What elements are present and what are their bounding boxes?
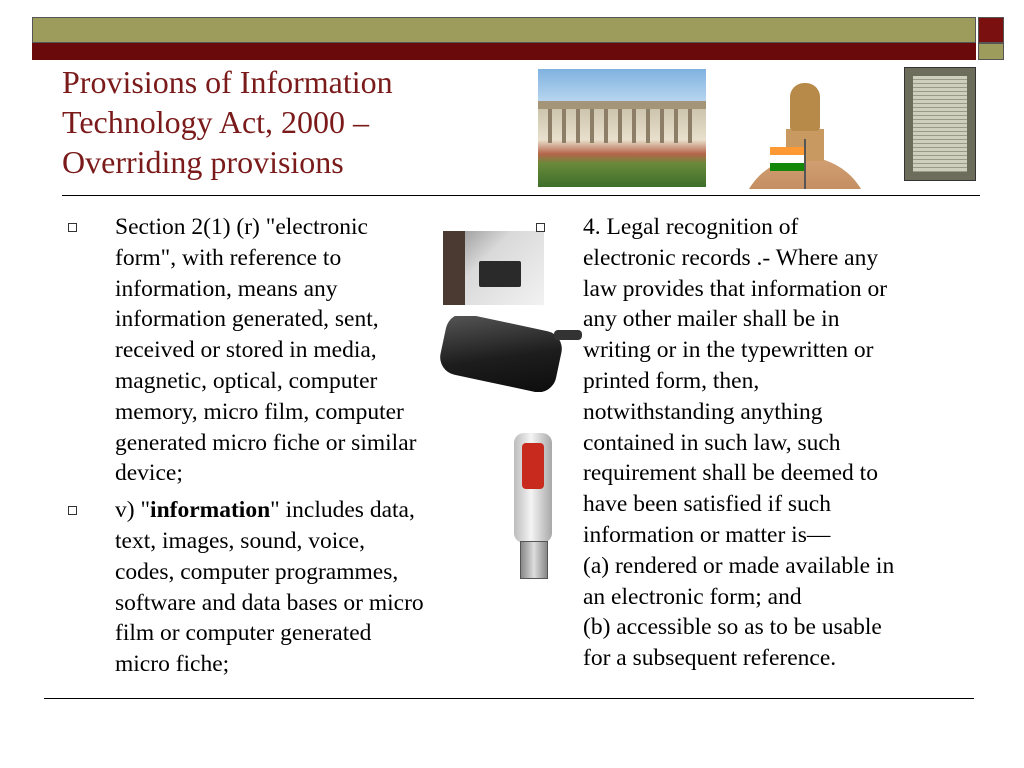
title-divider (62, 195, 980, 196)
indian-flag (770, 147, 804, 171)
title-line: Technology Act, 2000 – (62, 104, 370, 140)
text-fragment: v) " (115, 497, 151, 524)
text-line: received or stored in media, (115, 337, 377, 364)
text-line: printed form, then, (583, 367, 760, 394)
header-maroon-bar (32, 43, 976, 60)
parliament-column (646, 109, 650, 143)
emblem-photo (724, 69, 886, 189)
text-line: (a) rendered or made available in (583, 552, 895, 579)
text-line: codes, computer programmes, (115, 558, 399, 585)
header-maroon-square (978, 17, 1004, 43)
flagpole (804, 139, 806, 189)
bullet-information-definition (62, 495, 492, 680)
parliament-column (590, 109, 594, 143)
text-line: contained in such law, such (583, 429, 841, 456)
text-line: have been satisfied if such (583, 491, 831, 518)
right-column (530, 212, 970, 680)
parliament-column (576, 109, 580, 143)
left-column (62, 212, 492, 686)
text-line: law provides that information or (583, 275, 888, 302)
footer-divider (44, 698, 974, 699)
bullet-legal-recognition (530, 212, 970, 674)
text-line: notwithstanding anything (583, 398, 823, 425)
text-line: information or matter is— (583, 521, 831, 548)
bold-term: information (150, 497, 271, 524)
text-line: memory, micro film, computer (115, 398, 404, 425)
square-bullet-icon (536, 223, 545, 232)
text-line: information generated, sent, (115, 306, 379, 333)
text-line: (b) accessible so as to be usable (583, 614, 882, 641)
parliament-column (688, 109, 692, 143)
slide-title (62, 62, 532, 182)
text-line: writing or in the typewritten or (583, 337, 874, 364)
text-line: micro fiche; (115, 651, 230, 678)
text-line: requirement shall be deemed to (583, 460, 878, 487)
text-line: generated micro fiche or similar (115, 429, 417, 456)
title-line: Provisions of Information (62, 64, 393, 100)
header-olive-square (978, 43, 1004, 60)
document-page (913, 76, 967, 172)
header-olive-bar (32, 17, 976, 43)
parliament-column (674, 109, 678, 143)
bullet-electronic-form (62, 212, 492, 489)
parliament-column (562, 109, 566, 143)
text-line: any other mailer shall be in (583, 306, 840, 333)
text-line: electronic records .- Where any (583, 244, 879, 271)
parliament-column (660, 109, 664, 143)
parliament-photo (538, 69, 706, 187)
text-line: device; (115, 460, 183, 487)
text-line: film or computer generated (115, 620, 372, 647)
text-line: magnetic, optical, computer (115, 367, 378, 394)
parliament-column (618, 109, 622, 143)
parliament-column (604, 109, 608, 143)
parliament-column (548, 109, 552, 143)
parliament-roof (538, 101, 706, 109)
square-bullet-icon (68, 506, 77, 515)
parliament-column (632, 109, 636, 143)
text-line: 4. Legal recognition of (583, 214, 799, 240)
square-bullet-icon (68, 223, 77, 232)
text-line: text, images, sound, voice, (115, 527, 365, 554)
text-line: for a subsequent reference. (583, 645, 837, 672)
emblem-lion-capital (790, 83, 820, 131)
text-line (115, 495, 492, 526)
text-line: Section 2(1) (r) "electronic (115, 214, 368, 240)
document-photo (904, 67, 976, 181)
text-line: form", with reference to (115, 244, 342, 271)
text-line: an electronic form; and (583, 583, 802, 610)
text-fragment: " includes data, (270, 497, 415, 524)
text-line: information, means any (115, 275, 338, 302)
title-line: Overriding provisions (62, 144, 344, 180)
text-line: software and data bases or micro (115, 589, 424, 616)
